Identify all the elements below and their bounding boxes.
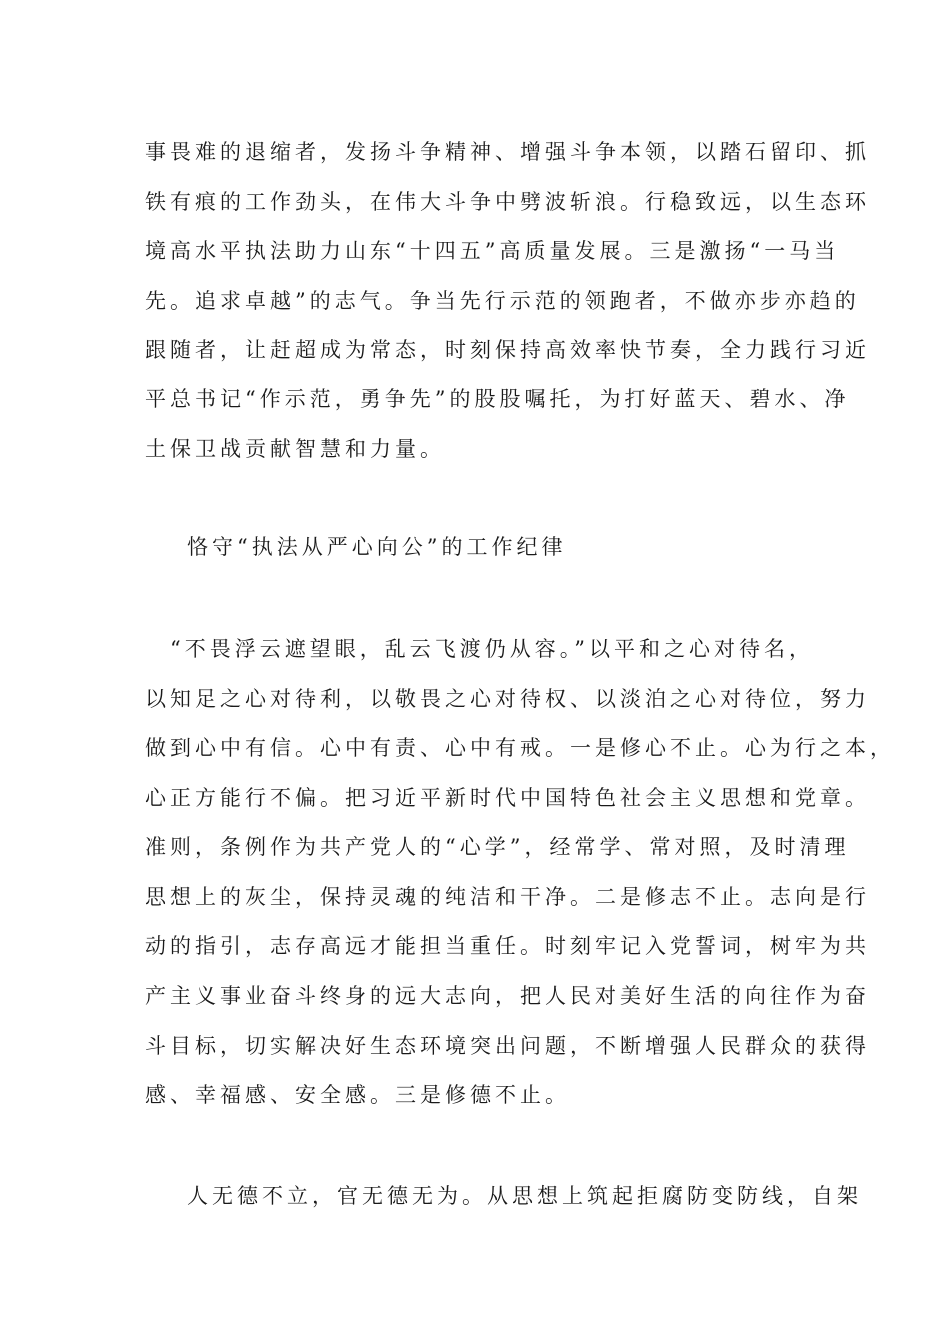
paragraph-line: 平总书记“作示范，勇争先”的股股嘱托，为打好蓝天、碧水、净 — [145, 387, 850, 411]
section-heading: 恪守“执法从严心向公”的工作纪律 — [187, 535, 567, 559]
paragraph-line: 事畏难的退缩者，发扬斗争精神、增强斗争本领，以踏石留印、抓 — [145, 140, 870, 164]
paragraph-line: 土保卫战贡献智慧和力量。 — [145, 437, 445, 461]
paragraph-line: 跟随者，让赶超成为常态，时刻保持高效率快节奏，全力践行习近 — [145, 338, 870, 362]
paragraph-line: 境高水平执法助力山东“十四五”高质量发展。三是激扬“一马当 — [145, 239, 840, 263]
paragraph-line: 准则，条例作为共产党人的“心学”，经常学、常对照，及时清理 — [145, 835, 850, 859]
paragraph-line: 动的指引，志存高远才能担当重任。时刻牢记入党誓词，树牢为共 — [145, 934, 870, 958]
paragraph-line: 思想上的灰尘，保持灵魂的纯洁和干净。二是修志不止。志向是行 — [145, 885, 870, 909]
paragraph-line: 感、幸福感、安全感。三是修德不止。 — [145, 1083, 570, 1107]
paragraph-line: 人无德不立，官无德无为。从思想上筑起拒腐防变防线，自架 — [187, 1184, 862, 1208]
paragraph-line: 心正方能行不偏。把习近平新时代中国特色社会主义思想和党章。 — [145, 786, 870, 810]
paragraph-line: “不畏浮云遮望眼，乱云飞渡仍从容。”以平和之心对待名， — [170, 637, 814, 661]
paragraph-line: 以知足之心对待利，以敬畏之心对待权、以淡泊之心对待位，努力 — [145, 687, 870, 711]
paragraph-line: 斗目标，切实解决好生态环境突出问题，不断增强人民群众的获得 — [145, 1034, 870, 1058]
paragraph-line: 先。追求卓越”的志气。争当先行示范的领跑者，不做亦步亦趋的 — [145, 289, 860, 313]
paragraph-line: 铁有痕的工作劲头，在伟大斗争中劈波斩浪。行稳致远，以生态环 — [145, 190, 870, 214]
paragraph-line: 产主义事业奋斗终身的远大志向，把人民对美好生活的向往作为奋 — [145, 984, 870, 1008]
paragraph-line: 做到心中有信。心中有责、心中有戒。一是修心不止。心为行之本， — [145, 736, 895, 760]
